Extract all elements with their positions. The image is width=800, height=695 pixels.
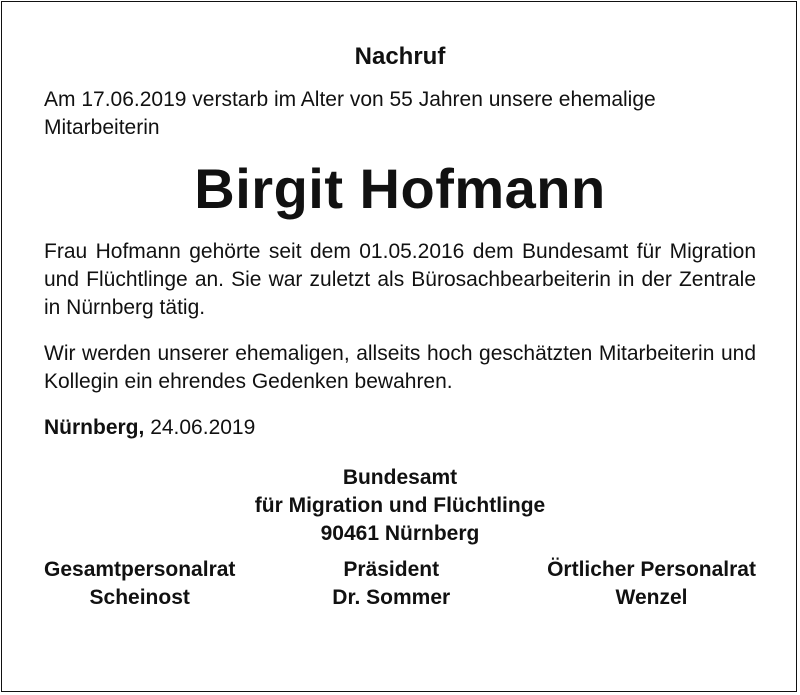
signer-name: Scheinost <box>89 586 190 609</box>
biography-paragraph: Frau Hofmann gehörte seit dem 01.05.2016 dem Bundesamt für Migration und Flüchtlinge an. Sie war zuletzt als Bürosachbearbeiterin in der Zentrale in Nürnberg tätig. <box>44 240 756 319</box>
signer-role: Präsident <box>343 558 440 581</box>
place-and-date <box>44 414 756 442</box>
signers-row <box>44 556 756 612</box>
signer-praesident <box>332 556 450 612</box>
sender-line-2: für Migration und Flüchtlinge <box>254 494 546 517</box>
signer-name: Dr. Sommer <box>332 586 451 609</box>
memorial-paragraph: Wir werden unserer ehemaligen, allseits hoch geschätzten Mitarbeiterin und Kollegin ein ehrendes Gedenken bewahren. <box>44 342 756 393</box>
sender-block <box>44 464 756 548</box>
intro-text: Am 17.06.2019 verstarb im Alter von 55 Jahren unsere ehemalige Mitarbeiterin <box>44 88 656 139</box>
signer-name: Wenzel <box>615 586 688 609</box>
notice-title: Nachruf <box>354 43 446 70</box>
signer-role: Gesamtpersonalrat <box>44 558 236 581</box>
signer-oertlicher-personalrat <box>547 556 756 612</box>
place-text: Nürnberg, <box>44 416 145 439</box>
date-text: 24.06.2019 <box>150 416 256 439</box>
deceased-name: Birgit Hofmann <box>194 157 606 220</box>
signer-gesamtpersonalrat <box>44 556 235 612</box>
obituary-notice <box>44 42 756 612</box>
sender-line-1: Bundesamt <box>342 466 458 489</box>
signer-role: Örtlicher Personalrat <box>547 558 756 581</box>
sender-line-3: 90461 Nürnberg <box>320 522 480 545</box>
